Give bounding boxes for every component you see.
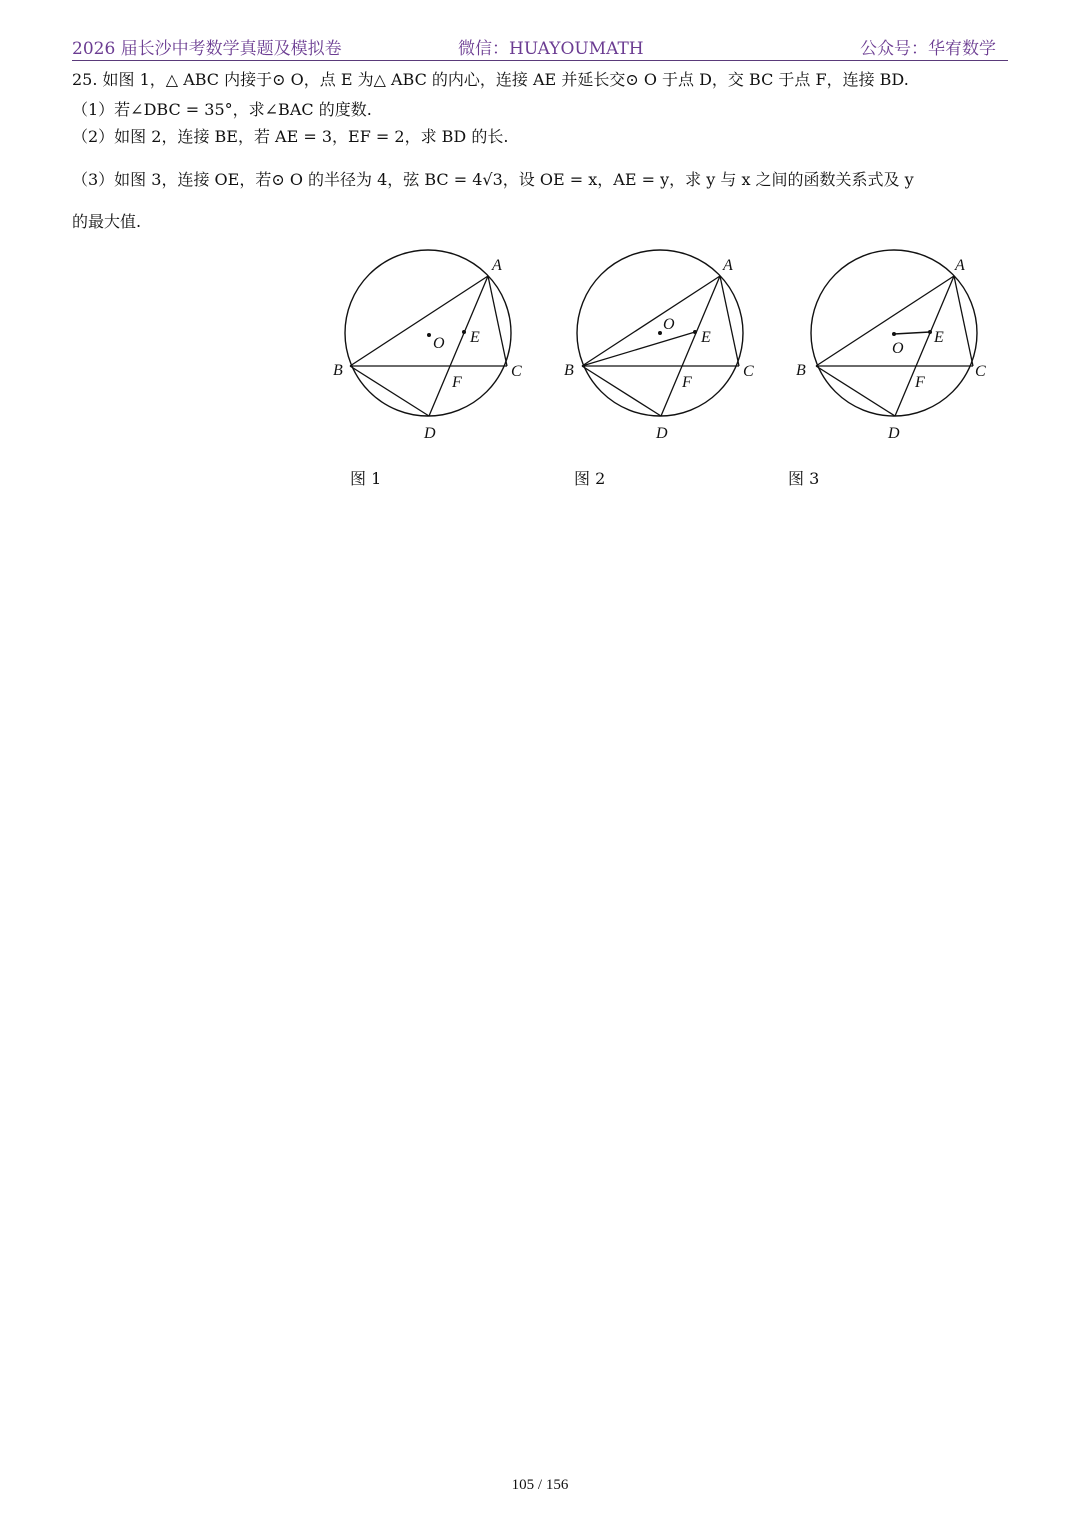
label-b: B (333, 362, 343, 379)
point-o (658, 331, 662, 335)
label-a: A (955, 257, 965, 274)
label-a: A (723, 257, 733, 274)
segment-ad (661, 276, 720, 416)
label-o: O (433, 335, 445, 352)
point-e (928, 330, 932, 334)
label-d: D (888, 425, 900, 442)
label-c: C (511, 363, 522, 380)
label-d: D (656, 425, 668, 442)
point-o (427, 333, 431, 337)
segment-ac (954, 276, 973, 366)
figure-1-caption: 图 1 (350, 469, 382, 488)
label-e: E (934, 329, 944, 346)
header-official-account: 公众号：华宥数学 (860, 39, 996, 59)
label-c: C (975, 363, 986, 380)
label-e: E (701, 329, 711, 346)
label-o: O (892, 340, 904, 357)
label-f: F (452, 374, 462, 391)
figure-2-diagram (554, 248, 774, 448)
figure-3-diagram (788, 248, 1008, 448)
segment-bd (350, 366, 429, 416)
figure-1-diagram (322, 248, 542, 448)
figure-1 (322, 248, 542, 448)
figure-3 (788, 248, 1008, 448)
label-f: F (682, 374, 692, 391)
label-e: E (470, 329, 480, 346)
figure-2-caption: 图 2 (574, 469, 606, 488)
segment-bd (582, 366, 661, 416)
segment-ac (488, 276, 507, 366)
label-c: C (743, 363, 754, 380)
segment-ab (350, 276, 488, 366)
page-number: 105 / 156 (511, 1477, 569, 1493)
header-wechat: 微信：HUAYOUMATH (458, 39, 644, 59)
figure-2 (554, 248, 774, 448)
label-d: D (424, 425, 436, 442)
point-e (693, 330, 697, 334)
problem-part-1: （1）若∠DBC = 35°，求∠BAC 的度数. (72, 100, 372, 119)
label-a: A (492, 257, 502, 274)
segment-oe (894, 332, 930, 334)
problem-part-3: （3）如图 3，连接 OE，若⊙ O 的半径为 4，弦 BC = 4√3，设 OE = x，AE = y，求 y 与 x 之间的函数关系式及 y (72, 170, 914, 189)
header-title: 2026 届长沙中考数学真题及模拟卷 (72, 39, 342, 59)
page-header (72, 30, 1008, 61)
label-f: F (915, 374, 925, 391)
problem-statement: 25. 如图 1，△ ABC 内接于⊙ O，点 E 为△ ABC 的内心，连接 AE 并延长交⊙ O 于点 D，交 BC 于点 F，连接 BD. (72, 70, 909, 89)
label-b: B (564, 362, 574, 379)
label-o: O (663, 316, 675, 333)
problem-part-3-continued: 的最大值. (72, 212, 142, 231)
circle-o (345, 250, 511, 416)
segment-ab (582, 276, 720, 366)
segment-ad (895, 276, 954, 416)
label-b: B (796, 362, 806, 379)
segment-be (582, 332, 695, 366)
segment-bd (816, 366, 895, 416)
problem-part-2: （2）如图 2，连接 BE，若 AE = 3，EF = 2，求 BD 的长. (72, 127, 509, 146)
point-e (462, 330, 466, 334)
point-o (892, 332, 896, 336)
segment-ab (816, 276, 954, 366)
figure-3-caption: 图 3 (788, 469, 820, 488)
segment-ac (720, 276, 739, 366)
